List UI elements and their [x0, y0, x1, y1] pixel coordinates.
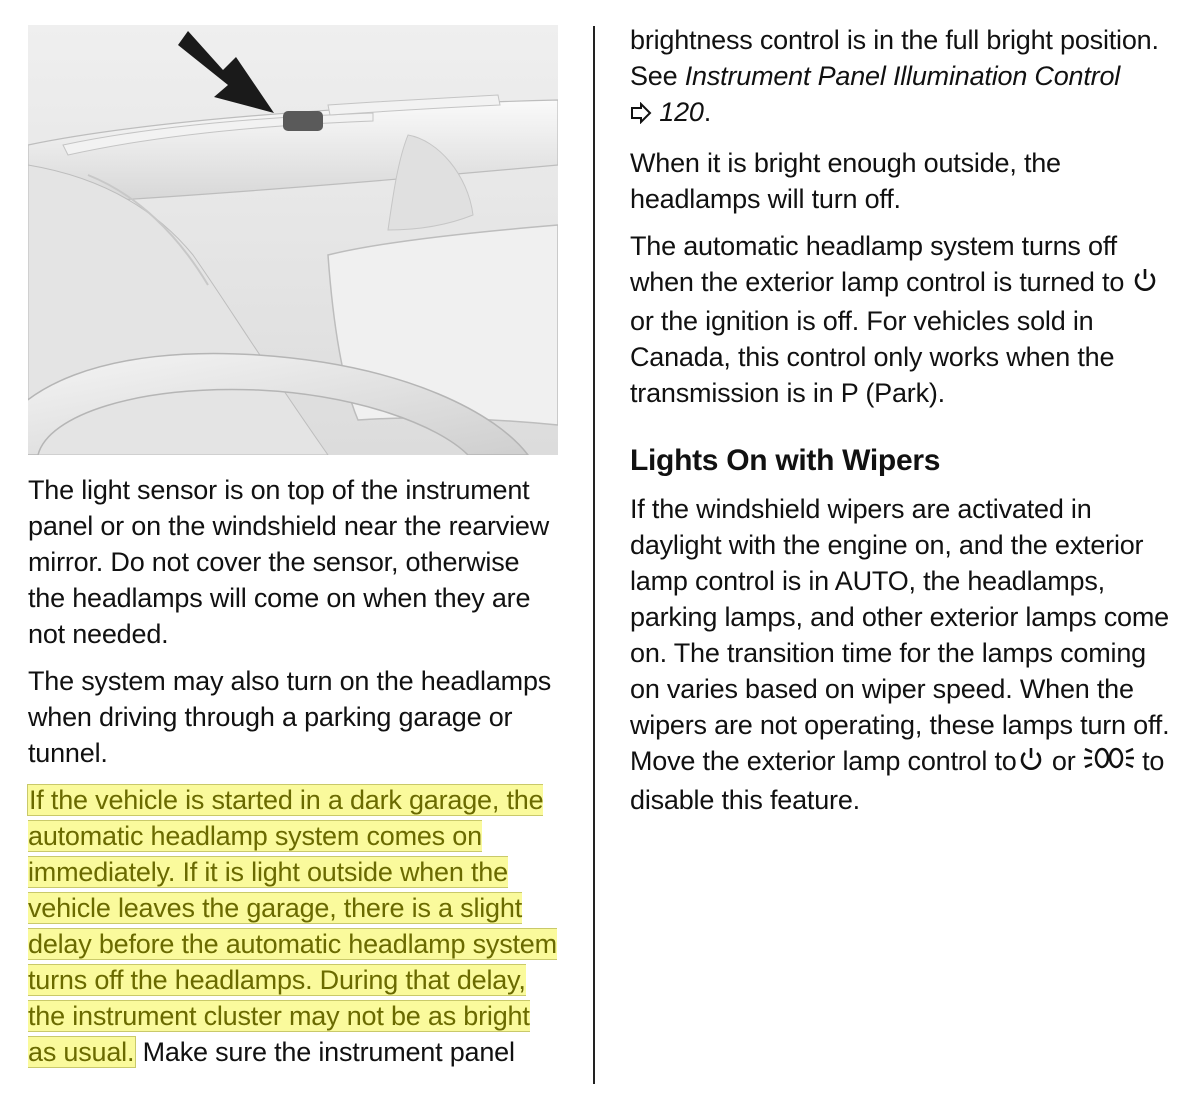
power-off-icon [1131, 266, 1159, 303]
auto-headlamp-off-paragraph [630, 228, 1170, 411]
wipers-paragraph [630, 491, 1170, 818]
power-off-icon [1017, 745, 1045, 782]
parking-lamps-icon [1083, 743, 1135, 782]
paragraph-continuation: Make sure the instrument panel [135, 1037, 515, 1067]
parking-garage-paragraph: The system may also turn on the headlamps when driving through a parking garage or tunnel. [28, 666, 552, 768]
cross-reference-link[interactable]: Instrument Panel Illumination Control [684, 61, 1121, 91]
period: . [703, 97, 712, 127]
light-sensor-paragraph: The light sensor is on top of the instrument panel or on the windshield near the rearview mirror. Do not cover the sensor, otherwise the headlamps will come on when they are not needed. [28, 475, 550, 649]
wipers-text-end: to disable this feature. [630, 746, 1165, 815]
page-number[interactable]: 120 [652, 97, 704, 127]
brightness-text: brightness control is in the full bright position. See [630, 25, 1159, 91]
bright-outside-paragraph: When it is bright enough outside, the headlamps will turn off. [630, 148, 1061, 214]
brightness-paragraph [630, 22, 1170, 133]
section-heading: Lights On with Wipers [630, 444, 941, 477]
wipers-text: If the windshield wipers are activated in daylight with the engine on, and the exterior lamp control is in AUTO, the headlamps, parking lamps, and other exterior lamps come on. The transition time for the lamps coming on varies based on wiper speed. When the wipers are not operating, these lamps turn off. Move the exterior lamp control to [630, 494, 1170, 776]
highlighted-text[interactable]: If the vehicle is started in a dark garage, the automatic headlamp system comes on immediately. If it is light outside when the vehicle leaves the garage, there is a slight delay before the automatic headlamp system turns off the headlamps. During that delay, the instrument cluster may not be as bright as usual. [28, 785, 557, 1067]
auto-off-text-continued: or the ignition is off. For vehicles sold in Canada, this control only works when the transmission is in P (Park). [630, 306, 1115, 408]
or-text: or [1044, 746, 1083, 776]
dark-garage-paragraph [28, 782, 560, 1070]
auto-off-text: The automatic headlamp system turns off when the exterior lamp control is turned to [630, 231, 1125, 297]
light-sensor-illustration [28, 25, 558, 455]
column-divider [593, 26, 595, 1084]
page-reference-arrow-icon [630, 97, 652, 133]
